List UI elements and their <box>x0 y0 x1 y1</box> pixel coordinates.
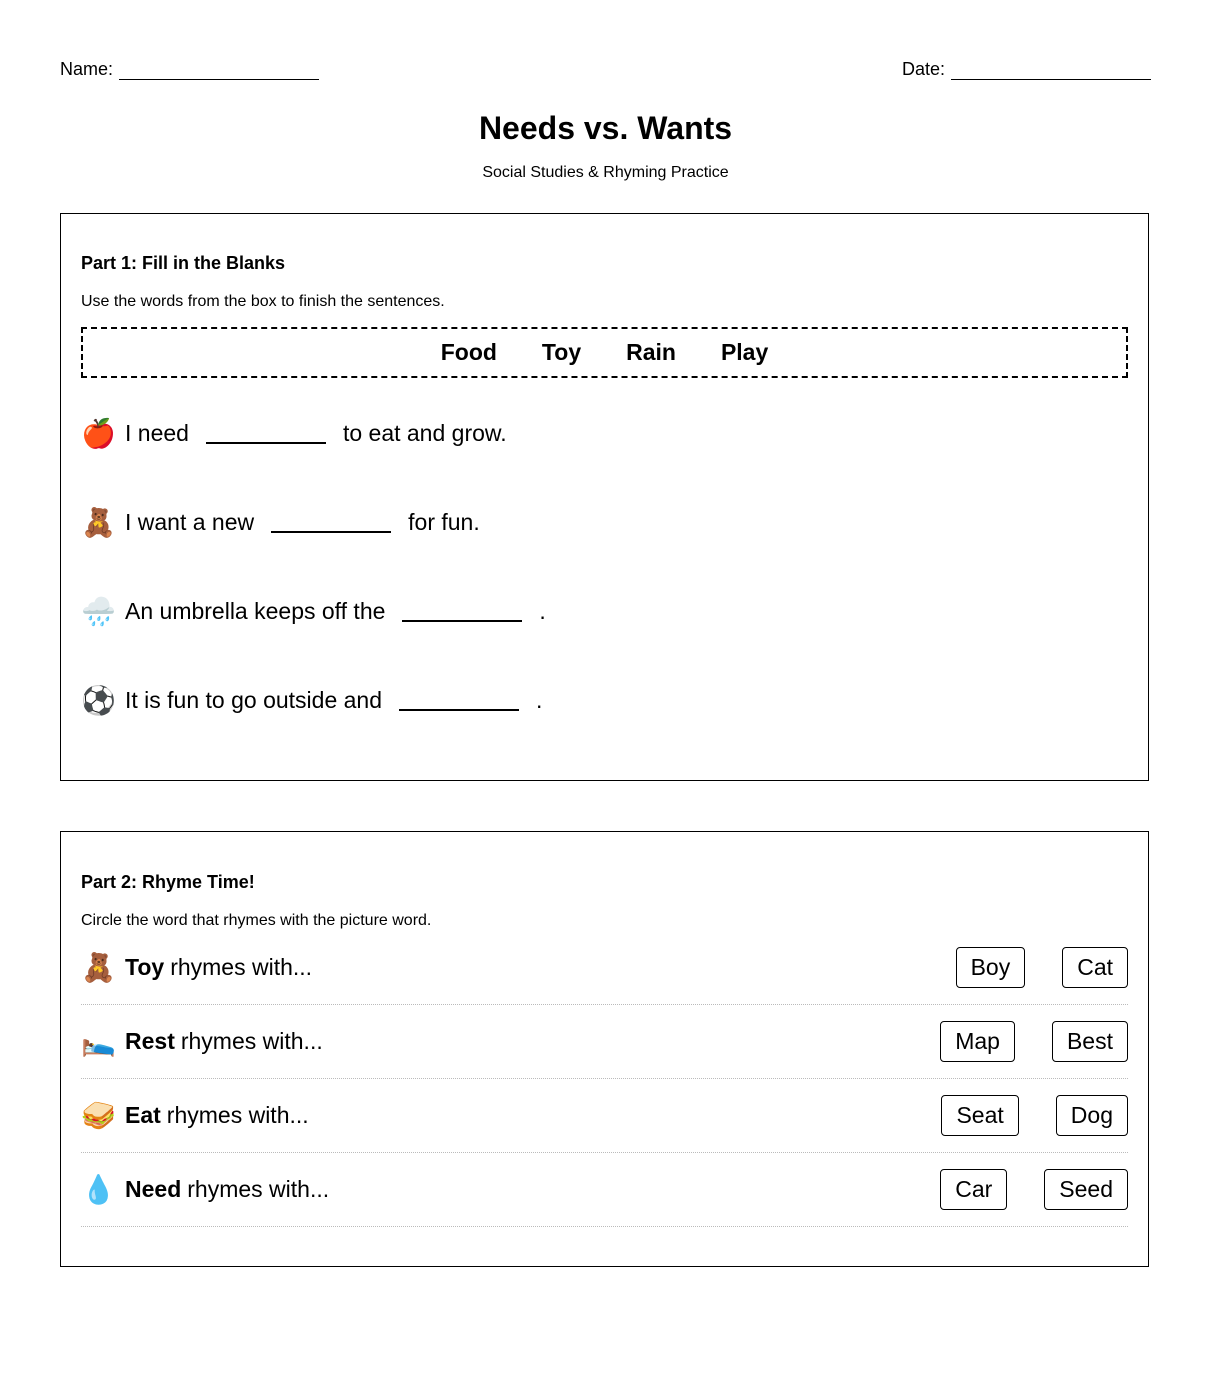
rhyme-suffix: rhymes with... <box>187 1175 330 1202</box>
rhyme-option[interactable]: Map <box>940 1021 1015 1062</box>
date-line[interactable] <box>951 63 1151 80</box>
blank-line[interactable] <box>402 602 522 622</box>
part1-section <box>60 213 1149 781</box>
rhyme-word: Rest <box>125 1027 175 1054</box>
rhyme-row <box>81 930 1128 1005</box>
blank-line[interactable] <box>271 513 391 533</box>
page-title: Needs vs. Wants <box>478 110 733 146</box>
rhyme-suffix: rhymes with... <box>180 1027 323 1054</box>
rhyme-word: Toy <box>125 953 165 980</box>
date-field[interactable] <box>902 59 1151 80</box>
teddy-bear-icon: 🧸 <box>81 951 116 983</box>
sentence-before: I need <box>125 420 189 446</box>
sentence-after: for fun. <box>408 509 480 535</box>
rhyme-option[interactable]: Dog <box>1056 1095 1128 1136</box>
part2-title: Part 2: Rhyme Time! <box>81 872 255 892</box>
word-bank-item: Rain <box>626 339 676 365</box>
rhyme-option[interactable]: Car <box>940 1169 1007 1210</box>
rhyme-row <box>81 1152 1128 1227</box>
part1-title: Part 1: Fill in the Blanks <box>81 253 286 273</box>
sandwich-icon: 🥪 <box>81 1099 116 1131</box>
name-line[interactable] <box>119 63 319 80</box>
sentence-before: I want a new <box>125 509 255 535</box>
sentence-row <box>81 595 546 628</box>
rhyme-word: Need <box>125 1175 182 1202</box>
sentence-after: . <box>539 598 546 624</box>
rhyme-word: Eat <box>125 1101 161 1128</box>
part2-section <box>60 831 1149 1267</box>
name-label: Name: <box>60 59 114 79</box>
rhyme-option[interactable]: Seed <box>1044 1169 1128 1210</box>
name-field[interactable] <box>60 59 319 80</box>
sentence-after: . <box>536 687 543 713</box>
date-label: Date: <box>901 59 945 79</box>
rhyme-row <box>81 1078 1128 1153</box>
sentence-row <box>81 684 542 717</box>
apple-icon: 🍎 <box>81 418 116 449</box>
blank-line[interactable] <box>206 424 326 444</box>
sentence-after: to eat and grow. <box>342 420 507 446</box>
sentence-before: It is fun to go outside and <box>125 687 383 713</box>
word-bank-item: Play <box>720 339 769 365</box>
rhyme-option[interactable]: Seat <box>941 1095 1018 1136</box>
header-row <box>60 59 1151 80</box>
rhyme-row <box>81 1004 1128 1079</box>
blank-line[interactable] <box>399 691 519 711</box>
part2-instructions: Circle the word that rhymes with the picture word. <box>81 912 432 929</box>
page-subtitle: Social Studies & Rhyming Practice <box>482 164 729 181</box>
rhyme-option[interactable]: Best <box>1052 1021 1128 1062</box>
sentence-before: An umbrella keeps off the <box>125 598 386 624</box>
rhyme-suffix: rhymes with... <box>170 953 313 980</box>
soccer-ball-icon: ⚽ <box>81 685 116 716</box>
rhyme-suffix: rhymes with... <box>166 1101 309 1128</box>
sentence-row <box>81 417 507 450</box>
sentence-row <box>81 506 480 539</box>
water-drop-icon: 💧 <box>81 1173 116 1205</box>
rhyme-option[interactable]: Boy <box>956 947 1026 988</box>
word-bank-item: Food <box>440 339 497 365</box>
word-bank <box>81 327 1128 378</box>
word-bank-item: Toy <box>541 339 582 365</box>
bed-icon: 🛌 <box>81 1025 116 1057</box>
rhyme-option[interactable]: Cat <box>1062 947 1128 988</box>
teddy-bear-icon: 🧸 <box>81 507 116 538</box>
rain-cloud-icon: 🌧️ <box>81 596 116 627</box>
part1-instructions: Use the words from the box to finish the sentences. <box>81 293 445 310</box>
